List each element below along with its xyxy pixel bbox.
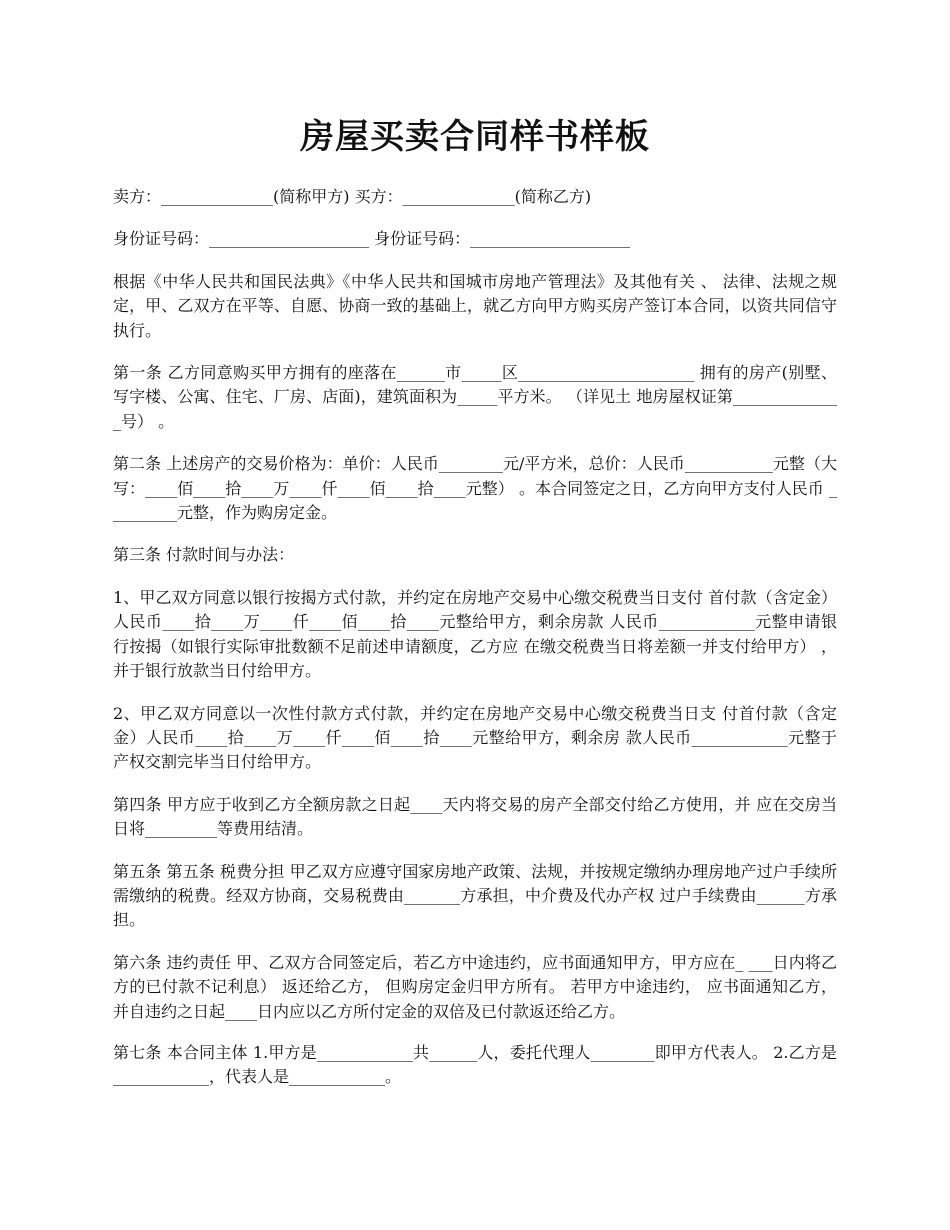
- preamble-paragraph: 根据《中华人民共和国民法典》《中华人民共和国城市房地产管理法》及其他有关 、 法律、法规之规定，甲、乙双方在平等、自愿、协商一致的基础上，就乙方向甲方购买房产签订本合同，以资共同信守执行。: [113, 271, 837, 340]
- payment-method-2: 2、甲乙双方同意以一次性付款方式付款，并约定在房地产交易中心缴交税费当日支 付首付款（含定金）人民币____拾____万____仟____佰____拾____元整给甲方，剩余房 款人民币____________元整于产权交割完毕当日付给甲方。: [113, 703, 837, 772]
- article-4: 第四条 甲方应于收到乙方全额房款之日起____天内将交易的房产全部交付给乙方使用，并 应在交房当日将_________等费用结清。: [113, 794, 837, 839]
- article-7: 第七条 本合同主体 1.甲方是____________共______人，委托代理人________即甲方代表人。 2.乙方是____________，代表人是____________。: [113, 1042, 837, 1087]
- article-5: 第五条 第五条 税费分担 甲乙双方应遵守国家房地产政策、法规，并按规定缴纳办理房地产过户手续所需缴纳的税费。经双方协商，交易税费由_______方承担，中介费及代办产权 过户手续费由______方承担。: [113, 861, 837, 930]
- article-2: 第二条 上述房产的交易价格为：单价：人民币________元/平方米，总价：人民币___________元整（大写：____佰____拾____万____仟____佰____拾____元整） 。本合同签定之日，乙方向甲方支付人民币 _________元整，作为购房定金。: [113, 454, 837, 523]
- article-3-heading: 第三条 付款时间与办法：: [113, 545, 295, 565]
- document-page: [113, 0, 837, 1090]
- article-6: 第六条 违约责任 甲、乙双方合同签定后，若乙方中途违约，应书面通知甲方，甲方应在_ ___日内将乙方的已付款不记利息） 返还给乙方， 但购房定金归甲方所有。 若甲方中途违约， 应书面通知乙方，并自违约之日起____日内应以乙方所付定金的双倍及已付款返还给乙方。: [113, 952, 837, 1021]
- id-number-line: 身份证号码：____________________ 身份证号码：____________________: [113, 229, 631, 249]
- page-title: 房屋买卖合同样书样板: [300, 117, 650, 157]
- article-1: 第一条 乙方同意购买甲方拥有的座落在______市_____区______________________ 拥有的房产(别墅、写字楼、公寓、住宅、厂房、店面)，建筑面积为_____平方米。 （详见土 地房屋权证第______________号） 。: [113, 363, 837, 431]
- seller-buyer-line: 卖方：______________(简称甲方) 买方：______________(简称乙方): [113, 187, 592, 206]
- payment-method-1: 1、甲乙双方同意以银行按揭方式付款，并约定在房地产交易中心缴交税费当日支付 首付款（含定金）人民币____拾____万____仟____佰____拾____元整给甲方，剩余房款 人民币____________元整申请银行按揭（如银行实际审批数额不足前述申请额度，乙方应 在缴交税费当日将差额一并支付给甲方） ，并于银行放款当日付给甲方。: [113, 587, 837, 681]
